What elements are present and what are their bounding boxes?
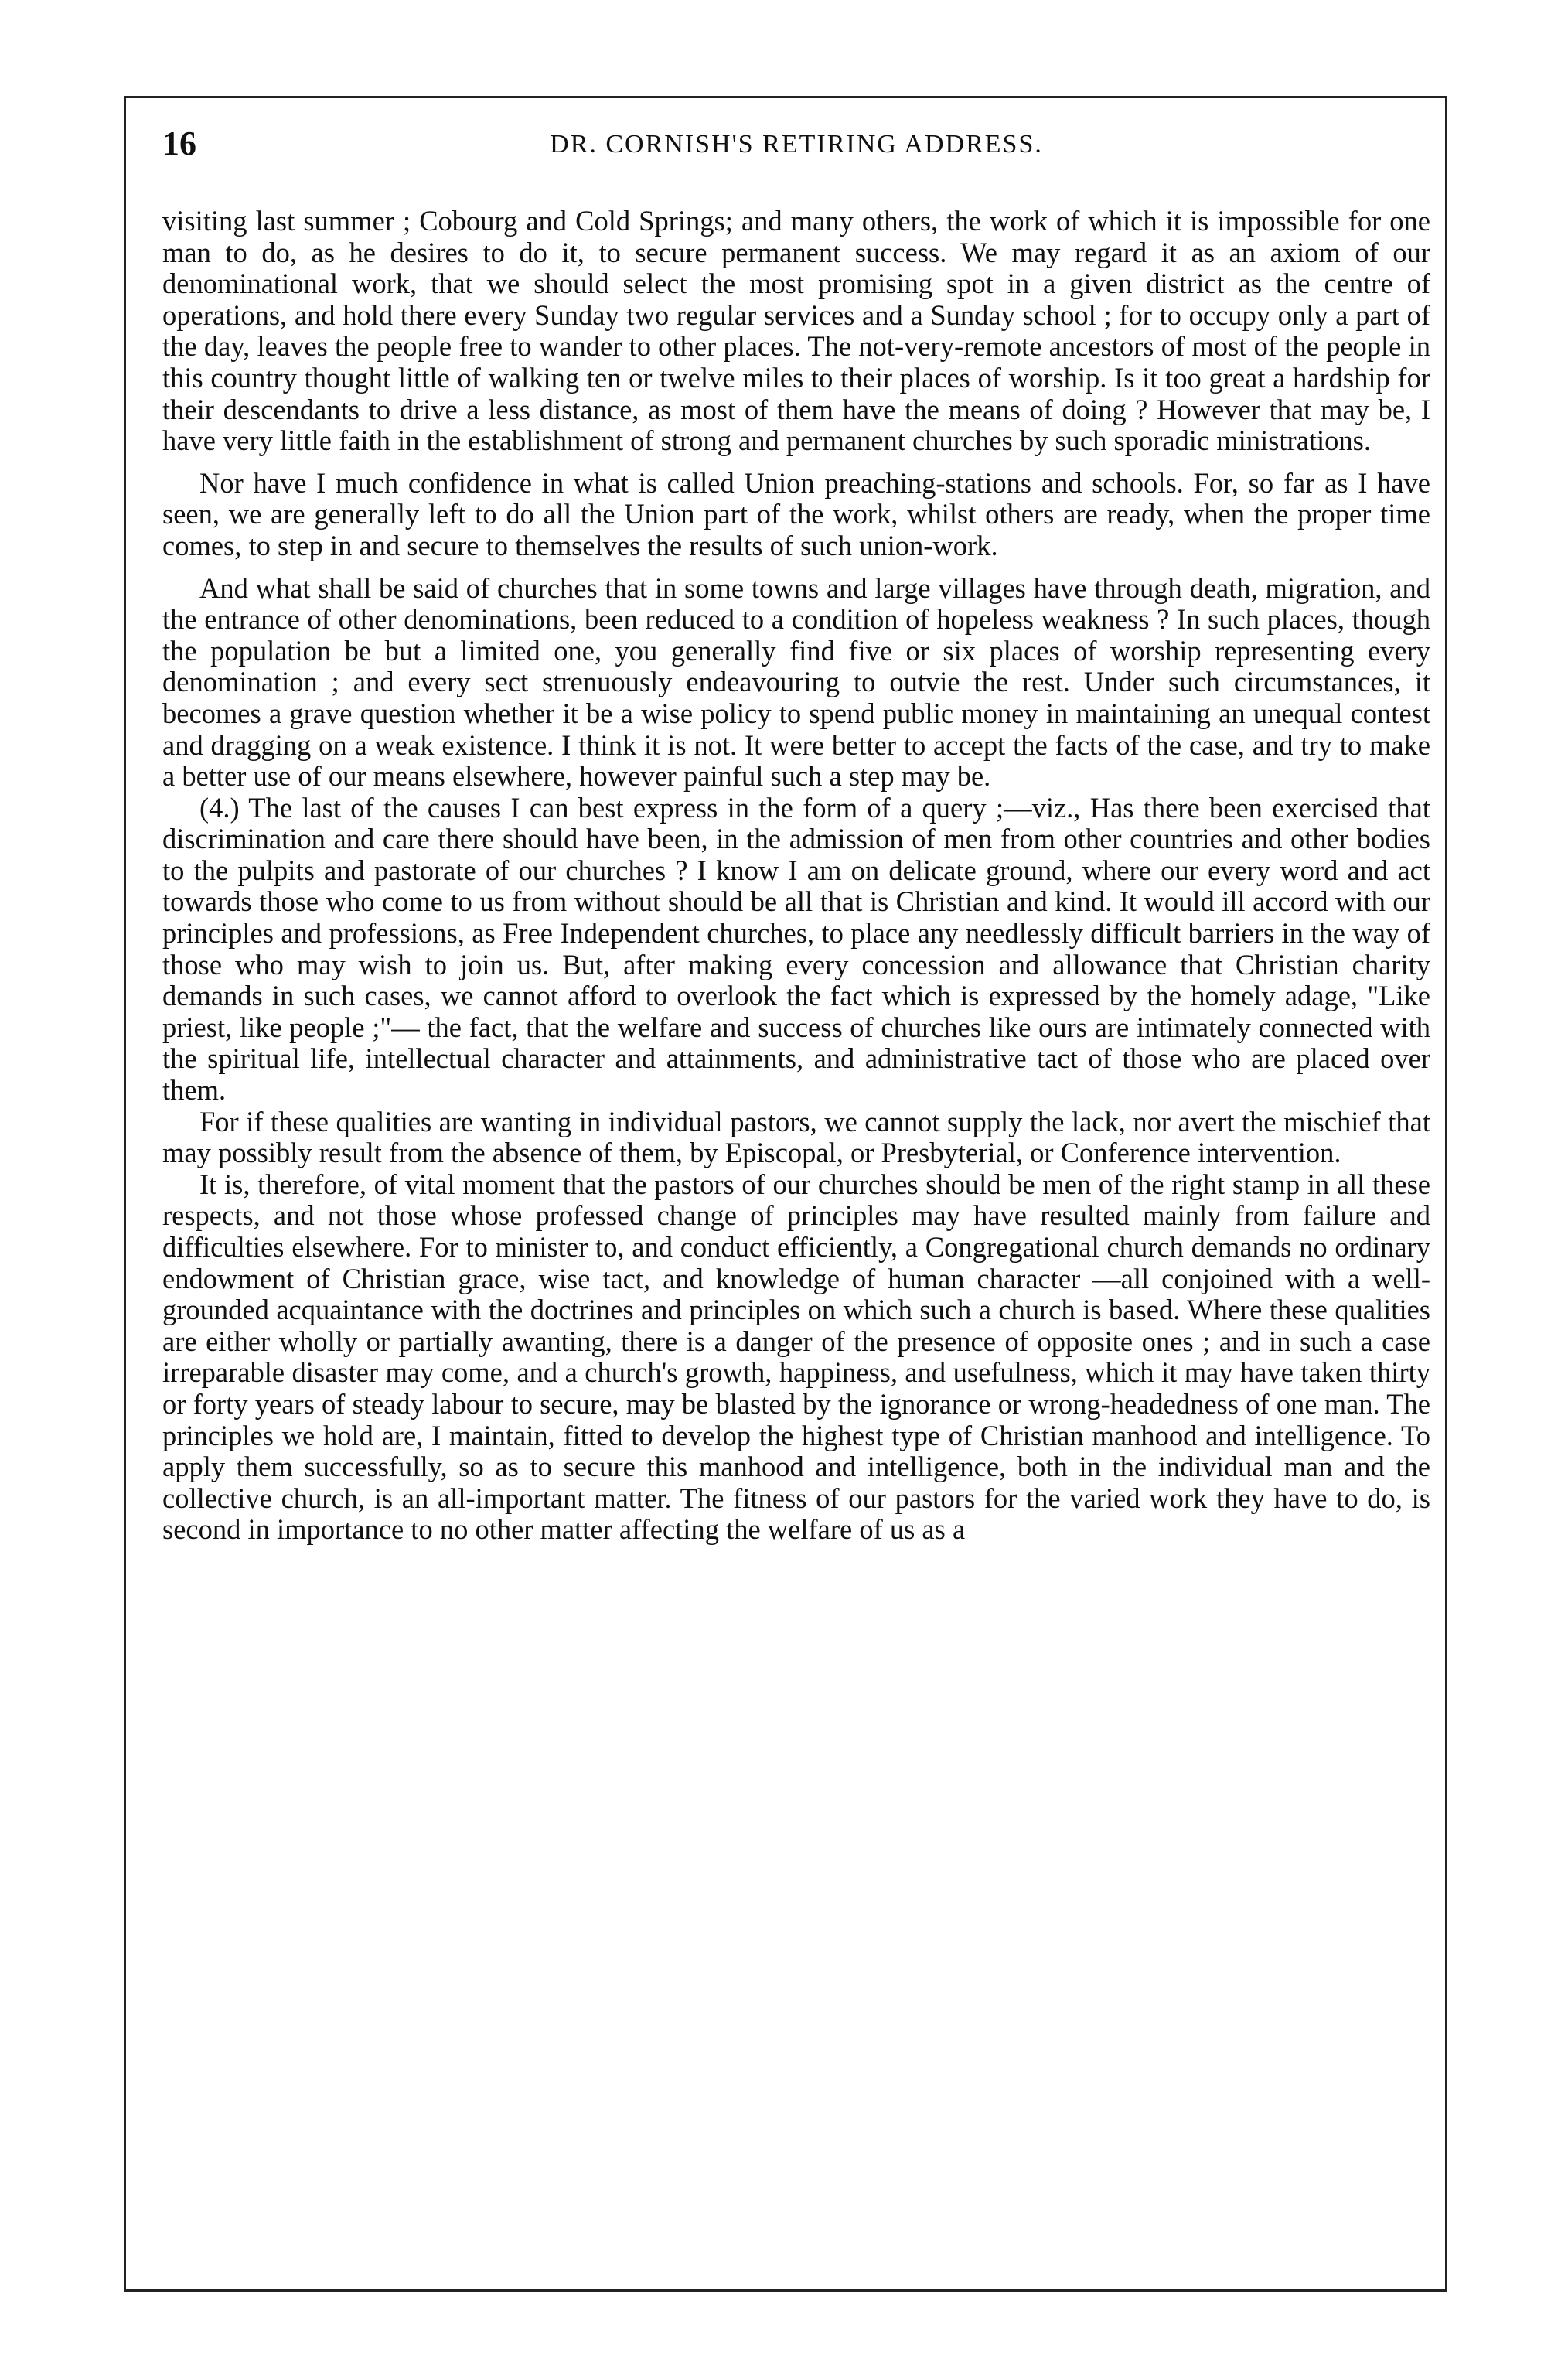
page-number: 16 (162, 124, 196, 162)
paragraph: Nor have I much confidence in what is called Union preaching-stations and schools. For, so far as I have seen, we are generally left to do all the Union part of the work, whilst others are ready, when the proper time comes, to step in and secure to themselves the results of such union-work. (162, 466, 1430, 561)
paragraph: visiting last summer ; Cobourg and Cold Springs; and many others, the work of which it is impossible for one man to do, as he desires to do it, to secure permanent success. We may regard it as an axiom of our denominational work, that we should select the most promising spot in a given district as the centre of operations, and hold there every Sunday two regular services and a Sunday school ; for to occupy only a part of the day, leaves the people free to wander to other places. The not-very-remote ancestors of most of the people in this country thought little of walking ten or twelve miles to their places of worship. Is it too great a hardship for their descendants to drive a less distance, as most of them have the means of doing ? However that may be, I have very little faith in the establishment of strong and permanent churches by such sporadic ministrations. (162, 205, 1430, 457)
paragraph: For if these qualities are wanting in individual pastors, we cannot supply the lack, nor avert the mischief that may possibly result from the absence of them, by Episcopal, or Presbyterial, or Conference intervention. (162, 1105, 1430, 1169)
paragraph: And what shall be said of churches that in some towns and large villages have through death, migration, and the entrance of other denominations, been reduced to a condition of hopeless weakness ? In such places, though the population be but a limited one, you generally find five or six places of worship representing every denomination ; and every sect strenuously endeavouring to outvie the rest. Under such circumstances, it becomes a grave question whether it be a wise policy to spend public money in maintaining an unequal contest and dragging on a weak existence. I think it is not. It were better to accept the facts of the case, and try to make a better use of our means elsewhere, however painful such a step may be. (162, 571, 1430, 793)
paragraph: It is, therefore, of vital moment that the pastors of our churches should be men of the right stamp in all these respects, and not those whose professed change of principles may have resulted mainly from failure and difficulties elsewhere. For to minister to, and conduct efficiently, a Congregational church demands no ordinary endowment of Christian grace, wise tact, and knowledge of human character —all conjoined with a well-grounded acquaintance with the doctrines and principles on which such a church is based. Where these qualities are either wholly or partially awanting, there is a danger of the presence of opposite ones ; and in such a case irreparable disaster may come, and a church's growth, happiness, and usefulness, which it may have taken thirty or forty years of steady labour to secure, may be blasted by the ignorance or wrong-headedness of one man. The principles we hold are, I maintain, fitted to develop the highest type of Christian manhood and intelligence. To apply them successfully, so as to secure this manhood and intelligence, both in the individual man and the collective church, is an all-important matter. The fitness of our pastors for the varied work they have to do, is second in importance to no other matter affecting the welfare of us as a (162, 1168, 1430, 1546)
page-header (162, 124, 1430, 178)
body-text (162, 206, 1430, 1546)
running-title: DR. CORNISH'S RETIRING ADDRESS. (550, 130, 1043, 159)
paragraph: (4.) The last of the causes I can best express in the form of a query ;—viz., Has there been exercised that discrimination and care there should have been, in the admission of men from other countries and other bodies to the pulpits and pastorate of our churches ? I know I am on delicate ground, where our every word and act towards those who come to us from without should be all that is Christian and kind. It would ill accord with our principles and professions, as Free Independent churches, to place any needlessly difficult barriers in the way of those who may wish to join us. But, after making every concession and allowance that Christian charity demands in such cases, we cannot afford to overlook the fact which is expressed by the homely adage, "Like priest, like people ;"— the fact, that the welfare and success of churches like ours are intimately connected with the spiritual life, intellectual character and attainments, and administrative tact of those who are placed over them. (162, 791, 1430, 1107)
